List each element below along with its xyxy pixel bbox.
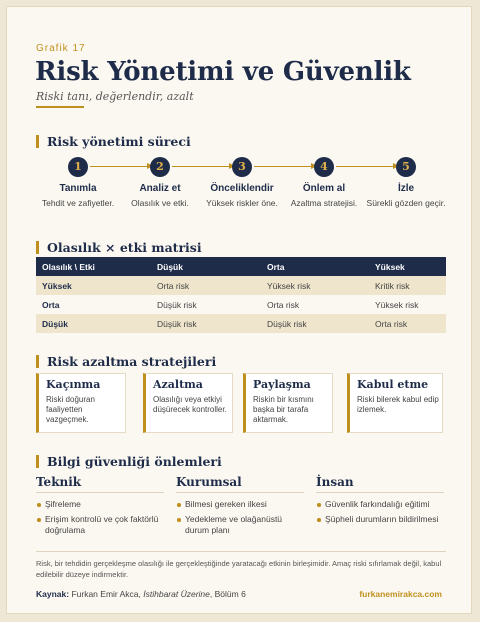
page-title: Risk Yönetimi ve Güvenlik <box>35 57 411 87</box>
step-label: İzle <box>397 183 415 194</box>
row-header: Orta <box>36 295 151 314</box>
column-title: Kurumsal <box>176 475 304 493</box>
strategy-description: Riski bilerek kabul edip izlemek. <box>357 395 439 414</box>
step-description: Azaltma stratejisi. <box>290 198 358 208</box>
strategy-description: Riski doğuran faaliyetten vazgeçmek. <box>46 395 95 424</box>
table-cell: Orta risk <box>261 295 369 314</box>
strategy-card <box>143 373 233 433</box>
step-label: Önlem al <box>302 183 346 194</box>
row-header: Yüksek <box>36 276 151 295</box>
title-underline <box>36 106 84 108</box>
strategy-title: Kabul etme <box>357 378 429 391</box>
table-header-row <box>36 257 446 276</box>
measures-list <box>316 499 444 525</box>
step-number-badge: 1 <box>68 157 88 177</box>
table-cell: Orta risk <box>151 276 261 295</box>
table-cell: Düşük risk <box>151 295 261 314</box>
source-book: İstihbarat Üzerine <box>143 589 210 599</box>
table-cell: Düşük risk <box>151 314 261 333</box>
strategy-title: Kaçınma <box>46 378 101 391</box>
strategy-description: Riskin bir kısmını başka bir tarafa aktarmak. <box>253 395 314 424</box>
measures-column <box>36 475 164 540</box>
step-description: Tehdit ve zafiyetler. <box>41 198 115 208</box>
column-header: Yüksek <box>369 257 446 276</box>
measures-column <box>316 475 444 529</box>
process-step <box>200 157 284 209</box>
strategy-card <box>243 373 333 433</box>
table-cell: Yüksek risk <box>369 295 446 314</box>
step-number-badge: 2 <box>150 157 170 177</box>
list-item: Şifreleme <box>36 499 164 510</box>
strategy-card <box>347 373 443 433</box>
source-citation <box>36 589 246 599</box>
strategy-card <box>36 373 126 433</box>
measures-column <box>176 475 304 540</box>
step-description: Sürekli gözden geçir. <box>366 198 446 208</box>
website-link[interactable]: furkanemirakca.com <box>359 589 442 599</box>
list-item: Bilmesi gereken ilkesi <box>176 499 304 510</box>
step-description: Olasılık ve etki. <box>131 198 189 208</box>
list-item: Güvenlik farkındalığı eğitimi <box>316 499 444 510</box>
strategy-title: Azaltma <box>153 378 203 391</box>
list-item: Yedekleme ve olağanüstü durum planı <box>176 514 304 536</box>
table-cell: Düşük risk <box>261 314 369 333</box>
table-cell: Kritik risk <box>369 276 446 295</box>
step-label: Analiz et <box>139 183 181 194</box>
row-header: Düşük <box>36 314 151 333</box>
measures-list <box>176 499 304 536</box>
step-number-badge: 3 <box>232 157 252 177</box>
figure-label: Grafik 17 <box>36 43 86 54</box>
step-description: Yüksek riskler öne. <box>206 198 278 208</box>
process-step <box>36 157 120 209</box>
list-item: Şüpheli durumların bildirilmesi <box>316 514 444 525</box>
table-cell: Orta risk <box>369 314 446 333</box>
source-author: Furkan Emir Akca, <box>71 589 141 599</box>
column-header: Orta <box>261 257 369 276</box>
strategy-title: Paylaşma <box>253 378 311 391</box>
strategy-description: Olasılığı veya etkiyi düşürecek kontroller. <box>153 395 227 414</box>
process-step <box>364 157 448 209</box>
list-item: Erişim kontrolü ve çok faktörlü doğrulama <box>36 514 164 536</box>
table-row <box>36 276 446 295</box>
step-number-badge: 4 <box>314 157 334 177</box>
table-cell: Yüksek risk <box>261 276 369 295</box>
column-title: Teknik <box>36 475 164 493</box>
section-heading-measures: Bilgi güvenliği önlemleri <box>36 455 222 468</box>
source-chapter: , Bölüm 6 <box>209 589 246 599</box>
footer-note: Risk, bir tehdidin gerçekleşme olasılığı ile gerçekleştiğinde yaratacağı etkinin birleşimidir. Amaç riski sıfırlamak değil, kabul edilebilir düzeye indirmektir. <box>36 559 442 579</box>
process-step <box>282 157 366 209</box>
table-row <box>36 314 446 333</box>
step-number-badge: 5 <box>396 157 416 177</box>
process-steps <box>36 157 458 219</box>
section-heading-process: Risk yönetimi süreci <box>36 135 191 148</box>
step-label: Önceliklendir <box>210 183 274 194</box>
section-heading-strategies: Risk azaltma stratejileri <box>36 355 216 368</box>
page-subtitle: Riski tanı, değerlendir, azalt <box>36 90 194 103</box>
section-heading-matrix: Olasılık × etki matrisi <box>36 241 202 254</box>
content <box>35 7 446 613</box>
column-header: Olasılık \ Etki <box>36 257 151 276</box>
table-row <box>36 295 446 314</box>
risk-matrix-table <box>36 257 446 333</box>
measures-list <box>36 499 164 536</box>
step-label: Tanımla <box>59 183 97 194</box>
column-header: Düşük <box>151 257 261 276</box>
footer-divider <box>36 551 446 552</box>
process-step <box>118 157 202 209</box>
source-label: Kaynak: <box>36 589 70 599</box>
page <box>6 6 472 614</box>
column-title: İnsan <box>316 475 444 493</box>
